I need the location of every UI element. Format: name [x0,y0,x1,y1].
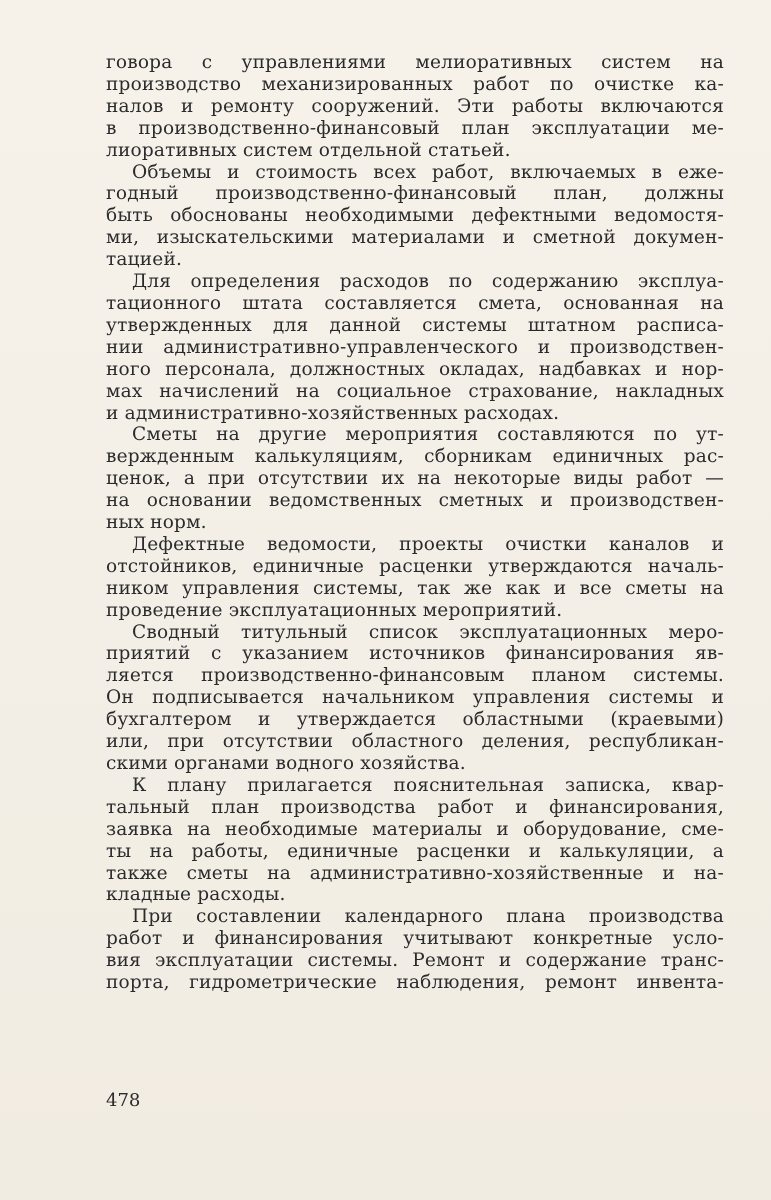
text-line: также сметы на административно-хозяйственные и на- [106,862,724,884]
text-line: утвержденных для данной системы штатном расписа- [106,314,724,336]
text-line: отстойников, единичные расценки утверждаются началь- [106,555,724,577]
paragraph [106,622,724,775]
text-line: ляется производственно-финансовым планом системы. [106,665,724,687]
text-line: мах начислений на социальное страхование, накладных [106,380,724,402]
text-line: проведение эксплуатационных мероприятий. [106,599,563,621]
page-number: 478 [106,1090,141,1111]
text-line: говора с управлениями мелиоративных систем на [106,52,724,73]
text-line: тальный план производства работ и финансирования, [106,796,724,818]
text-line: К плану прилагается пояснительная записка, квар- [132,774,724,796]
text-line: быть обоснованы необходимыми дефектными ведомостя- [106,205,724,227]
text-line: в производственно-финансовый план эксплуатации ме- [106,117,724,139]
text-line: При составлении календарного плана производства [132,906,724,928]
text-line: ми, изыскательскими материалами и сметной докумен- [106,227,724,249]
paragraph [106,162,724,272]
text-line: тационного штата составляется смета, основанная на [106,292,724,314]
text-line: работ и финансирования учитывают конкретные усло- [106,928,724,950]
text-line: Объемы и стоимость всех работ, включаемых в еже- [132,161,724,183]
text-line: Для определения расходов по содержанию эксплуа- [132,271,724,293]
text-line: и административно-хозяйственных расходах. [106,402,560,424]
text-line: заявка на необходимые материалы и оборудование, сме- [106,818,724,840]
paragraph [106,52,724,162]
text-line: приятий с указанием источников финансирования яв- [106,643,724,665]
text-line: Сводный титульный список эксплуатационных меро- [132,621,724,643]
body-text [106,52,724,994]
text-line: или, при отсутствии областного деления, республикан- [106,731,724,753]
paragraph [106,906,724,994]
text-line: ных норм. [106,512,207,534]
text-line: бухгалтером и утверждается областными (краевыми) [106,709,724,731]
paragraph [106,424,724,534]
paragraph [106,775,724,906]
text-line: налов и ремонту сооружений. Эти работы включаются [106,95,724,117]
text-line: ты на работы, единичные расценки и калькуляции, а [106,840,724,862]
paragraph [106,534,724,622]
text-line: Дефектные ведомости, проекты очистки каналов и [132,533,724,555]
text-line: вия эксплуатации системы. Ремонт и содержание транс- [106,950,724,972]
text-line: тацией. [106,249,183,271]
text-line: ником управления системы, так же как и все сметы на [106,577,724,599]
text-line: вержденным калькуляциям, сборникам единичных рас- [106,446,724,468]
text-line: ного персонала, должностных окладах, надбавках и нор- [106,358,724,380]
text-line: производство механизированных работ по очистке ка- [106,73,724,95]
text-line: лиоративных систем отдельной статьей. [106,139,511,161]
text-line: на основании ведомственных сметных и производствен- [106,490,724,512]
text-line: годный производственно-финансовый план, должны [106,183,724,205]
text-line: порта, гидрометрические наблюдения, ремонт инвента- [106,972,724,994]
text-line: кладные расходы. [106,884,286,906]
text-line: скими органами водного хозяйства. [106,753,466,774]
text-line: нии административно-управленческого и производствен- [106,336,724,358]
paragraph [106,271,724,424]
text-line: Он подписывается начальником управления системы и [106,687,724,709]
text-line: ценок, а при отсутствии их на некоторые виды работ — [106,468,724,490]
text-line: Сметы на другие мероприятия составляются по ут- [132,424,724,446]
